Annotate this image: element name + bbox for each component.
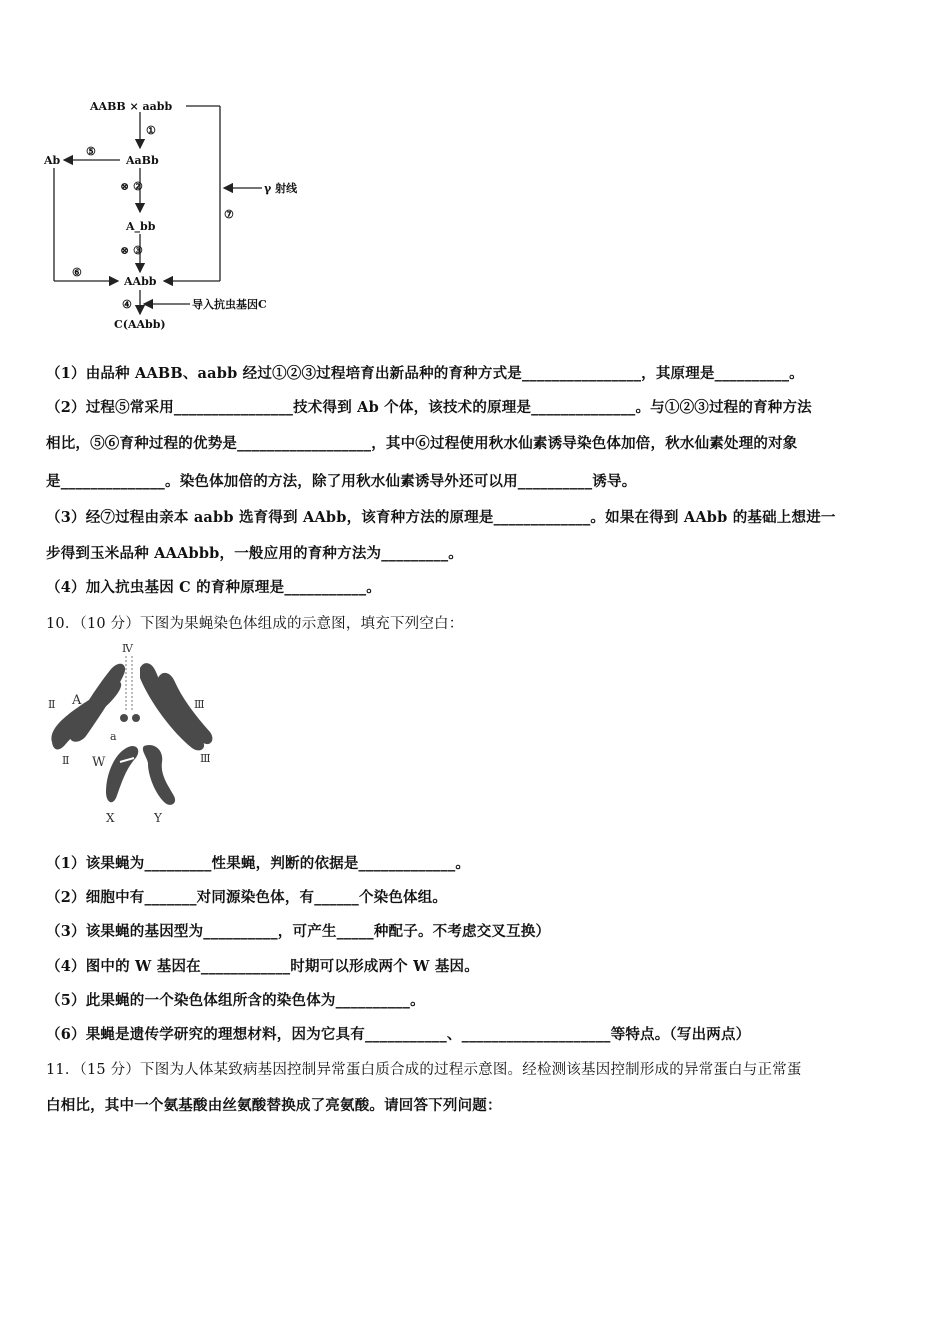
q9-part3-line2: 步得到玉米品种 AAAbbb，一般应用的育种方法为_________。 [46, 545, 463, 562]
fruitfly-chromosome-diagram [40, 642, 230, 830]
q10-part6: （6）果蝇是遗传学研究的理想材料，因为它具有___________、____________________等特点。（写出两点） [46, 1026, 751, 1043]
step6-label: ⑥ [72, 266, 82, 279]
chromosome-x [106, 746, 138, 802]
step4-label: ④ [122, 298, 132, 311]
q10-header: 10．（10 分）下图为果蝇染色体组成的示意图，填充下列空白： [46, 616, 464, 632]
ab-label: Ab [44, 154, 61, 167]
cross-label: AABB × aabb [90, 100, 173, 113]
label-ii-bottom: Ⅱ [62, 754, 70, 767]
chromosome-iv-dot-1 [120, 714, 128, 722]
q9-part2-line1: （2）过程⑤常采用________________技术得到 Ab 个体，该技术的原理是______________。与①②③过程的育种方法 [46, 399, 812, 416]
step3-label: ⊗ ③ [120, 244, 143, 257]
q11-line1: 11．（15 分）下图为人体某致病基因控制异常蛋白质合成的过程示意图。经检测该基因控制形成的异常蛋白与正常蛋 [46, 1062, 802, 1078]
aabb-f1-label: AaBb [126, 154, 159, 167]
c-product-label: C(AAbb) [114, 318, 166, 331]
q10-part1: （1）该果蝇为_________性果蝇，判断的依据是_____________。 [46, 855, 471, 872]
label-iii-bottom: Ⅲ [200, 752, 211, 765]
label-a-upper: A [72, 693, 82, 708]
label-y: Y [154, 811, 162, 825]
label-x: X [106, 811, 115, 825]
q9-part3-line1: （3）经⑦过程由亲本 aabb 选育得到 AAbb，该育种方法的原理是_____________。如果在得到 AAbb 的基础上想进一 [46, 509, 836, 526]
q9-part2-line2: 相比，⑤⑥育种过程的优势是__________________，其中⑥过程使用秋水仙素诱导染色体加倍，秋水仙素处理的对象 [46, 435, 798, 452]
label-a-lower: a [110, 730, 117, 743]
label-iii-top: Ⅲ [194, 698, 205, 711]
aabb-final-label: AAbb [124, 275, 157, 288]
chromosome-y [143, 745, 175, 805]
label-ii-top: Ⅱ [48, 698, 56, 711]
import-gene-label: 导入抗虫基因C [192, 298, 267, 311]
step5-label: ⑤ [86, 145, 96, 158]
q11-line2: 白相比，其中一个氨基酸由丝氨酸替换成了亮氨酸。请回答下列问题： [46, 1097, 502, 1114]
q9-part1: （1）由品种 AABB、aabb 经过①②③过程培育出新品种的育种方式是________________，其原理是__________。 [46, 365, 804, 382]
q10-part2: （2）细胞中有_______对同源染色体，有______个染色体组。 [46, 889, 448, 906]
a-bb-label: A_bb [126, 220, 156, 233]
step7-label: ⑦ [224, 208, 234, 221]
label-iv: Ⅳ [122, 642, 133, 655]
q10-part4: （4）图中的 W 基因在____________时期可以形成两个 W 基因。 [46, 958, 479, 975]
q9-part4: （4）加入抗虫基因 C 的育种原理是___________。 [46, 579, 381, 596]
q9-part2-line3: 是______________。染色体加倍的方法，除了用秋水仙素诱导外还可以用__________诱导。 [46, 473, 637, 490]
gamma-label: γ 射线 [264, 182, 298, 195]
step2-label: ⊗ ② [120, 180, 143, 193]
chromosome-iv-dot-2 [132, 714, 140, 722]
breeding-diagram [40, 92, 300, 337]
q10-part3: （3）该果蝇的基因型为__________，可产生_____种配子。不考虑交叉互换） [46, 923, 551, 940]
label-w: W [92, 755, 106, 770]
q10-part5: （5）此果蝇的一个染色体组所含的染色体为__________。 [46, 992, 425, 1009]
step1-label: ① [146, 124, 156, 137]
